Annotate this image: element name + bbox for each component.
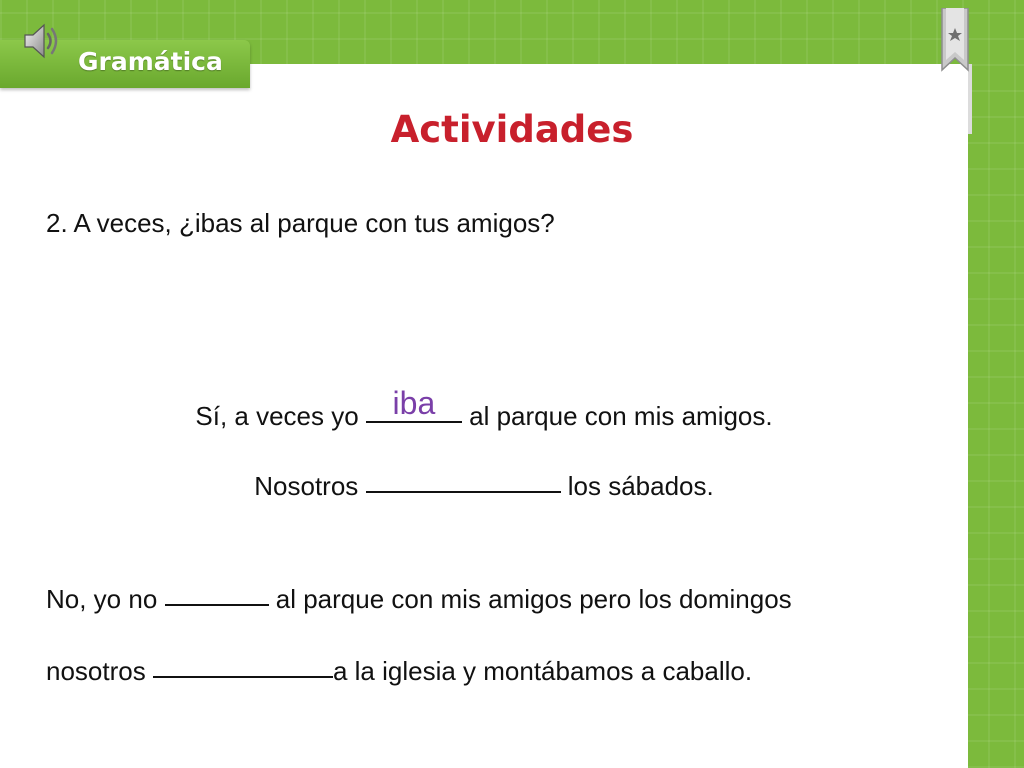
negative-line-1-before: No, yo no: [46, 584, 165, 614]
negative-line-1: [46, 578, 792, 615]
speaker-icon[interactable]: [20, 20, 62, 62]
negative-line-2-before: nosotros: [46, 656, 153, 686]
bookmark-icon[interactable]: [940, 8, 970, 72]
affirmative-line-2-after: los sábados.: [560, 471, 714, 501]
section-label: Gramática: [78, 47, 223, 76]
affirmative-line-1: [0, 385, 968, 432]
answer-blank[interactable]: [366, 385, 462, 423]
affirmative-line-2: [0, 465, 968, 502]
affirmative-line-1-after: al parque con mis amigos.: [461, 401, 773, 431]
answer-text: iba: [392, 385, 436, 421]
fill-blank[interactable]: [153, 648, 333, 678]
affirmative-line-1-before: Sí, a veces yo: [195, 401, 366, 431]
affirmative-line-2-before: Nosotros: [254, 471, 366, 501]
negative-line-2-after: a la iglesia y montábamos a caballo.: [332, 656, 753, 686]
page-title: Actividades: [390, 108, 634, 151]
question-text: 2. A veces, ¿ibas al parque con tus amigos?: [46, 208, 555, 238]
negative-line-1-after: al parque con mis amigos pero los domingos: [268, 584, 792, 614]
fill-blank[interactable]: [366, 463, 561, 493]
negative-line-2: [46, 650, 752, 687]
fill-blank[interactable]: [165, 576, 269, 606]
